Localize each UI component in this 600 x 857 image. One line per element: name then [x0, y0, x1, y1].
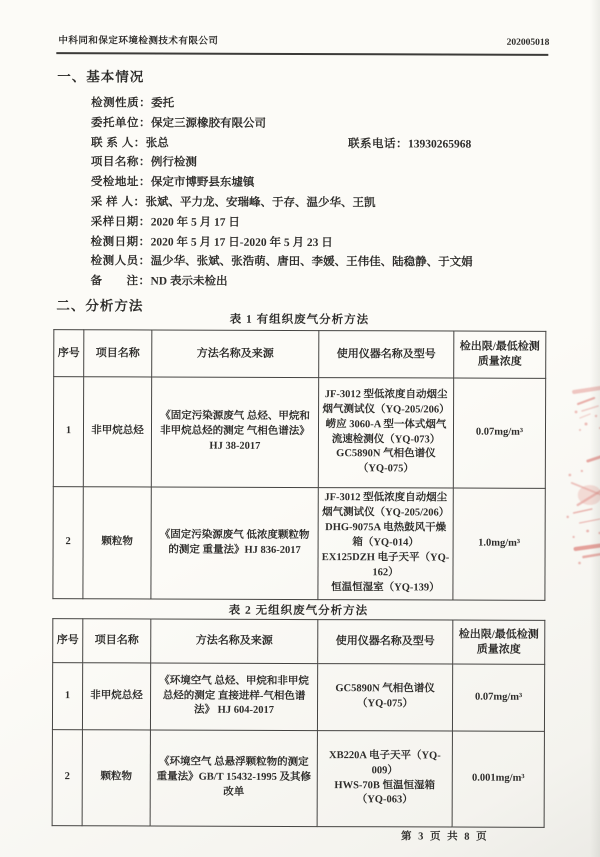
field-test-nature [91, 94, 561, 115]
field-inspected-address [91, 173, 561, 194]
field-phone [348, 135, 471, 151]
field-remark [90, 272, 560, 293]
section2-title: 二、分析方法 [56, 298, 144, 314]
field-value: 张总 [145, 137, 169, 150]
field-label: 检测性质： [91, 97, 152, 110]
field-label: 受检地址： [90, 176, 151, 189]
red-seal-fragment-bottom-icon [558, 453, 600, 571]
field-value: 2020 年 5 月 17 日-2020 年 5 月 23 日 [150, 236, 333, 249]
table-header-row [53, 619, 545, 665]
column-header-instrument: 使用仪器名称及型号 [318, 620, 453, 664]
document-header [58, 32, 549, 48]
column-header-limit: 检出限/最低检测质量浓度 [453, 620, 545, 664]
field-project-name [91, 154, 561, 175]
field-label: 备 注： [90, 275, 151, 288]
field-client [91, 114, 561, 135]
cell-limit: 0.001mg/m³ [452, 731, 544, 827]
cell-method: 《固定污染源废气 总烃、甲烷和非甲烷总烃的测定 气相色谱法》HJ 38-2017 [151, 377, 318, 488]
cell-instruments: GC5890N 气相色谱仪（YQ-075） [317, 664, 452, 731]
field-label: 检测人员： [90, 255, 151, 268]
table-row [52, 663, 544, 732]
column-header-item: 项目名称 [83, 619, 151, 663]
field-value: 张斌、平力龙、安瑞峰、于存、温少华、王凯 [145, 196, 376, 210]
section1-title: 一、基本情况 [57, 69, 145, 85]
table-row [53, 487, 545, 601]
field-label: 采样日期： [90, 216, 151, 229]
field-label: 采 样 人： [90, 196, 146, 209]
field-value: 2020 年 5 月 17 日 [150, 216, 240, 229]
cell-item: 颗粒物 [83, 487, 151, 599]
table-header-row [54, 330, 546, 379]
cell-item: 非甲烷总烃 [82, 663, 150, 730]
cell-item: 颗粒物 [82, 730, 150, 826]
cell-limit: 1.0mg/m³ [453, 488, 545, 600]
field-value: 保定市博野县东墟镇 [150, 176, 255, 190]
column-header-limit: 检出限/最低检测质量浓度 [454, 331, 546, 378]
field-label: 项目名称： [90, 156, 151, 169]
field-samplers [91, 193, 561, 214]
field-test-personnel [91, 253, 561, 274]
cell-method: 《环境空气 总悬浮颗粒物的测定 重量法》GB/T 15432-1995 及其修改单 [150, 730, 317, 827]
field-label: 联 系 人： [90, 136, 146, 150]
table-row [52, 730, 544, 828]
column-header-method: 方法名称及来源 [151, 619, 318, 664]
cell-no: 2 [53, 487, 83, 599]
page-number: 第 3 页 共 8 页 [400, 831, 489, 843]
cell-instruments: XB220A 电子天平（YQ-009） HWS-70B 恒温恒湿箱（YQ-063） [317, 731, 452, 827]
cell-item: 非甲烷总烃 [83, 377, 151, 487]
column-header-item: 项目名称 [84, 330, 152, 377]
red-seal-fragment-top-icon [560, 384, 600, 442]
field-sampling-date [91, 213, 561, 234]
field-value: 例行检测 [150, 156, 197, 170]
table2-title: 表 2 无组织废气分析方法 [228, 604, 369, 618]
report-number: 202005018 [506, 37, 550, 48]
column-header-no: 序号 [54, 330, 84, 377]
cell-no: 2 [52, 730, 82, 826]
cell-method: 《固定污染源废气 低浓度颗粒物的测定 重量法》HJ 836-2017 [151, 487, 318, 600]
company-name: 中科同和保定环境检测技术有限公司 [58, 36, 219, 47]
unorganized-waste-gas-table [52, 618, 546, 828]
field-label: 检测日期： [90, 235, 151, 249]
cell-no: 1 [53, 377, 83, 487]
field-value: 温少华、张斌、张浩萌、唐田、李媛、王伟佳、陆稳静、于文娟 [150, 255, 473, 269]
column-header-method: 方法名称及来源 [152, 330, 319, 378]
cell-no: 1 [52, 663, 82, 730]
field-value: 13930265968 [407, 137, 472, 151]
field-value: 保定三源橡胶有限公司 [151, 117, 267, 130]
column-header-no: 序号 [53, 619, 83, 663]
field-label: 联系电话： [347, 137, 409, 150]
table1-title: 表 1 有组织废气分析方法 [229, 313, 370, 327]
table-row [53, 377, 545, 489]
field-label: 委托单位： [91, 117, 152, 130]
cell-limit: 0.07mg/m³ [452, 664, 544, 731]
column-header-instrument: 使用仪器名称及型号 [319, 331, 454, 378]
organized-waste-gas-table [52, 329, 546, 601]
field-test-date [91, 233, 561, 254]
header-divider [56, 52, 548, 56]
cell-limit: 0.07mg/m³ [453, 378, 545, 488]
basic-info-fields [90, 94, 561, 294]
cell-instruments: JF-3012 型低浓度自动烟尘烟气测试仪（YQ-205/206）崂应 3060-A 型一体式烟气流速检测仪（YQ-073）GC5890N 气相色谱仪（YQ-075） [318, 378, 453, 488]
field-value: ND 表示未检出 [150, 275, 228, 288]
field-value: 委托 [151, 97, 175, 110]
cell-method: 《环境空气 总烃、甲烷和非甲烷总烃的测定 直接进样-气相色谱法》 HJ 604-2017 [150, 663, 317, 731]
field-contact [91, 134, 561, 155]
cell-instruments: JF-3012 型低浓度自动烟尘烟气测试仪（YQ-205/206） DHG-9075A 电热鼓风干燥箱（YQ-014） EX125DZH 电子天平（YQ-162） 恒温恒湿室（YQ-139） [318, 488, 453, 600]
